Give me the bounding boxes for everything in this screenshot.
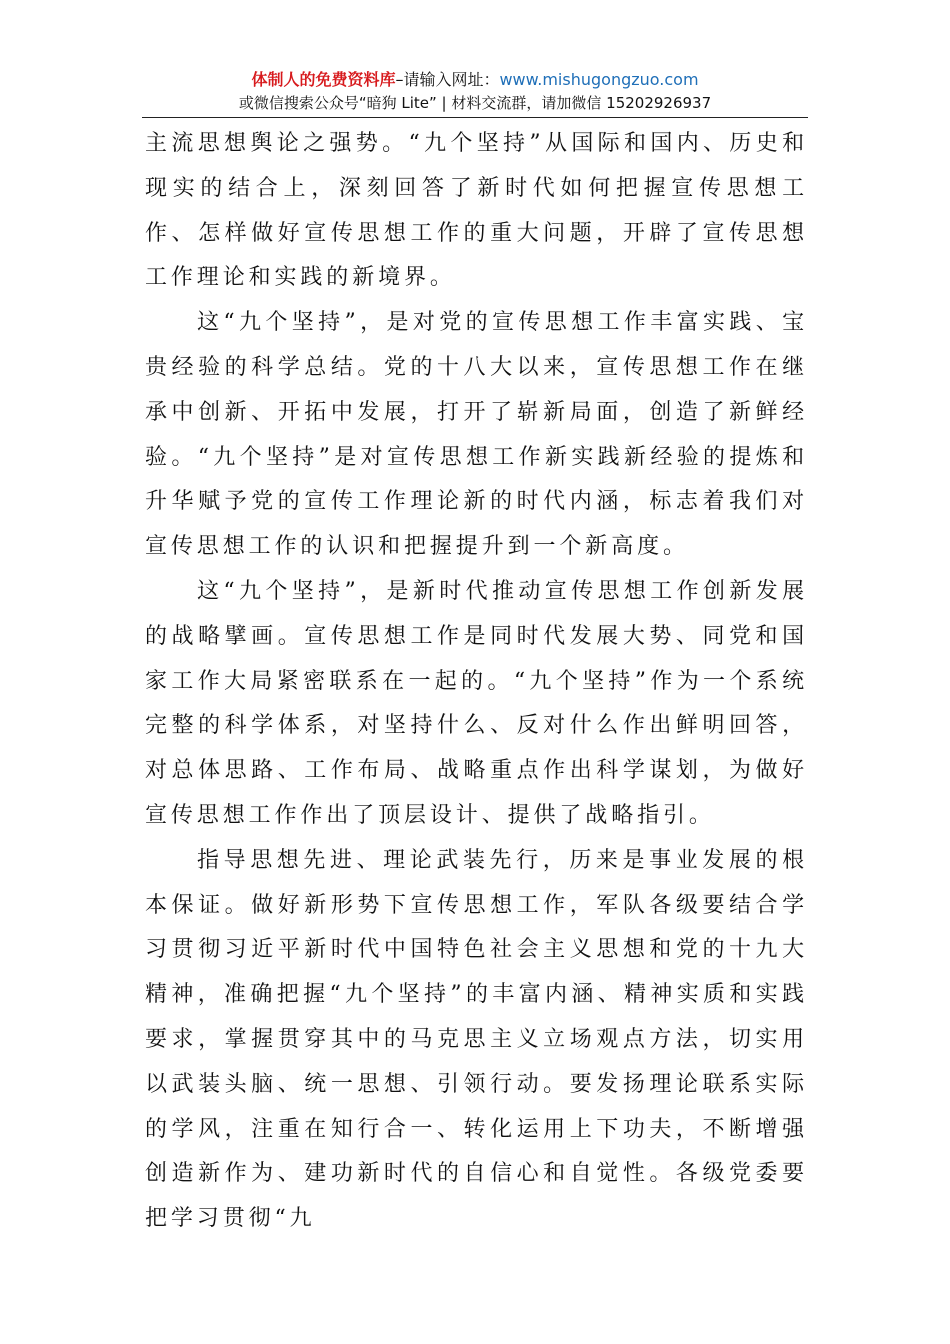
paragraph-1: 主流思想舆论之强势。“九个坚持”从国际和国内、历史和现实的结合上，深刻回答了新时代如何把握宣传思想工作、怎样做好宣传思想工作的重大问题，开辟了宣传思想工作理论和实践的新境界。 [145, 131, 808, 291]
paragraph-3: 这“九个坚持”，是新时代推动宣传思想工作创新发展的战略擘画。宣传思想工作是同时代发展大势、同党和国家工作大局紧密联系在一起的。“九个坚持”作为一个系统完整的科学体系，对坚持什么、反对什么作出鲜明回答，对总体思路、工作布局、战略重点作出科学谋划，为做好宣传思想工作作出了顶层设计、提供了战略指引。 [145, 578, 808, 828]
paragraph-4: 指导思想先进、理论武装先行，历来是事业发展的根本保证。做好新形势下宣传思想工作，军队各级要结合学习贯彻习近平新时代中国特色社会主义思想和党的十九大精神，准确把握“九个坚持”的丰富内涵、精神实质和实践要求，掌握贯穿其中的马克思主义立场观点方法，切实用以武装头脑、统一思想、引领行动。要发扬理论联系实际的学风，注重在知行合一、转化运用上下功夫，不断增强创造新作为、建功新时代的自信心和自觉性。各级党委要把学习贯彻“九 [145, 847, 808, 1232]
header-url-link[interactable]: www.mishugongzuo.com [499, 70, 699, 89]
header-brand: 体制人的免费资料库 [251, 70, 396, 89]
paragraph-2: 这“九个坚持”，是对党的宣传思想工作丰富实践、宝贵经验的科学总结。党的十八大以来，宣传思想工作在继承中创新、开拓中发展，打开了崭新局面，创造了新鲜经验。“九个坚持”是对宣传思想工作新实践新经验的提炼和升华赋予党的宣传工作理论新的时代内涵，标志着我们对宣传思想工作的认识和把握提升到一个新高度。 [145, 310, 808, 560]
header-divider [142, 117, 808, 118]
page-header [142, 68, 808, 114]
header-line-1 [142, 68, 808, 92]
header-prompt: –请输入网址： [395, 70, 500, 89]
header-line-2: 或微信搜索公众号“暗狗 Lite” | 材料交流群，请加微信 15202926937 [238, 94, 712, 112]
document-body [145, 122, 808, 1242]
